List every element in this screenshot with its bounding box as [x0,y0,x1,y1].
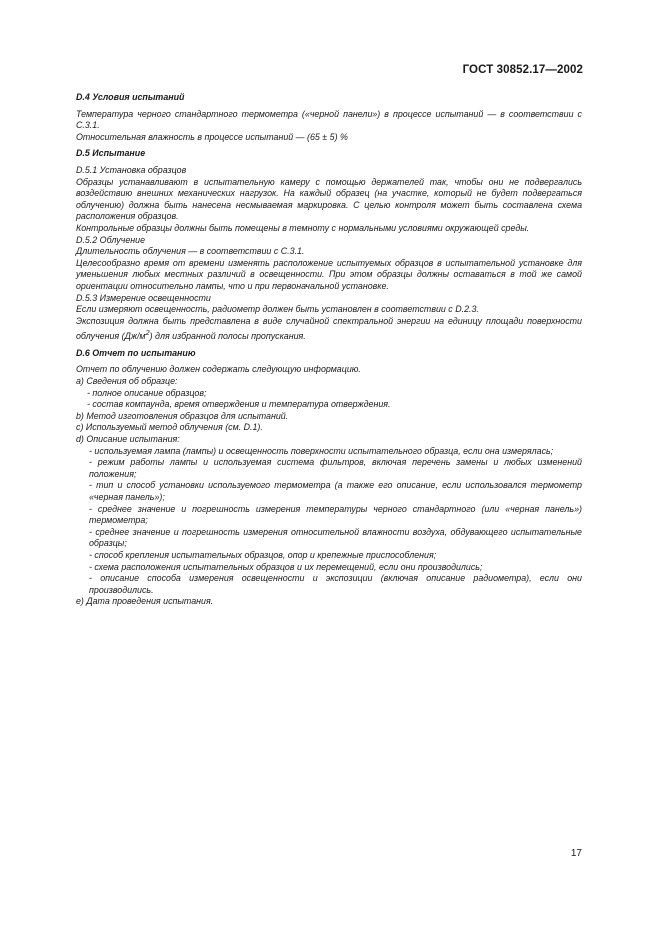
d6-item-d-2: - режим работы лампы и используемая система фильтров, включая перечень замены и любых изменений положения; [89,457,582,479]
d6-item-a-2: - состав компаунда, время отверждения и температура отверждения. [87,399,391,410]
d6-item-d-5: - среднее значение и погрешность измерения относительной влажности воздуха, обдувающего испытательные образцы; [89,526,582,549]
d5-2-title: D.5.2 Облучение [76,234,146,245]
d6-item-e: е) Дата проведения испытания. [76,596,214,607]
d6-item-d: d) Описание испытания: [76,434,180,444]
d6-intro: Отчет по облучению должен содержать следующую информацию. [76,364,361,375]
d6-item-d-7: - схема расположения испытательных образцов и их перемещений, если они производились; [89,561,483,572]
d5-1-paragraph-2: Контрольные образцы должны быть помещены в темноту с нормальными условиями окружающей среды. [76,222,530,233]
page-number: 17 [570,848,582,859]
d6-item-d-3: - тип и способ установки используемого термометра (а также его описание, если использовался термометр «черная панель»); [89,480,582,502]
d6-item-d-1: - используемая лампа (лампы) и освещенность поверхности испытательного образца, если она измерялась; [89,445,554,456]
d6-item-d-8: - описание способа измерения освещенности и экспозиции (включая описание радиометра), если они производились. [89,573,582,595]
d6-item-c: с) Используемый метод облучения (см. D.1). [76,422,263,433]
section-d6-heading: D.6 Отчет по испытанию [76,347,196,358]
d6-item-b: b) Метод изготовления образцов для испытаний. [76,410,289,421]
d5-2-paragraph-1: Длительность облучения — в соответствии с С.3.1. [76,246,305,257]
d5-3-paragraph-2-part-b: ) для избранной полосы пропускания. [149,331,306,342]
d5-3-title: D.5.3 Измерение освещенности [76,292,211,303]
document-header-id: ГОСТ 30852.17—2002 [462,64,583,76]
d6-item-a: а) Сведения об образце: [76,376,178,387]
d4-paragraph-1: Температура черного стандартного термометра («черной панели») в процессе испытаний — в соответствии с С.3.1. [76,108,582,131]
d6-item-a-1: - полное описание образцов; [87,387,207,398]
d5-2-paragraph-2: Целесообразно время от времени изменять расположение испытуемых образцов в испытательной установке для уменьшения любых местных различий в освещенности. При этом образцы должны оставаться в той же самой ориентации относительно лампы, что и при первоначальной установке. [76,257,582,291]
document-body [76,92,582,608]
d4-paragraph-2: Относительная влажность в процессе испытаний — (65 ± 5) % [76,131,348,142]
d5-1-title: D.5.1 Установка образцов [76,164,187,175]
d5-3-superscript: 2 [145,328,150,338]
d5-3-paragraph-2 [76,316,582,343]
d5-3-paragraph-1: Если измеряют освещенность, радиометр должен быть установлен в соответствии с D.2.3. [76,304,479,315]
section-d5-heading: D.5 Испытание [76,148,146,159]
d5-1-paragraph-1: Образцы устанавливают в испытательную камеру с помощью держателей так, чтобы они не подвергались воздействию внешних механических нагрузок. На каждый образец (на участке, который не будет подвергаться облучению) должна быть нанесена несмываемая маркировка. С целью контроля может быть составлена схема расположения образцов. [76,176,582,222]
d6-item-d-4: - среднее значение и погрешность измерения температуры черного стандартного (или «черная панель») термометра; [89,503,582,526]
d6-item-d-6: - способ крепления испытательных образцов, опор и крепежные приспособления; [89,549,437,560]
section-d4-heading: D.4 Условия испытаний [76,92,185,102]
d5-3-paragraph-2-part-a: Экспозиция должна быть представлена в виде случайной спектральной энергии на единицу площади поверхности облучения (Дж/м [76,315,582,342]
